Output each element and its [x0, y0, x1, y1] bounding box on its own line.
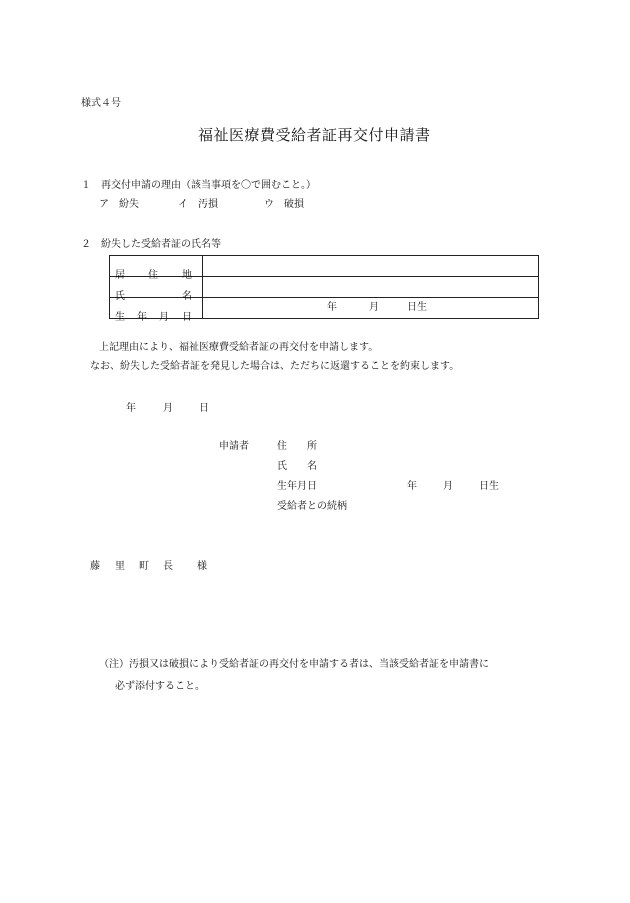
- dob-label-char: 生: [115, 312, 125, 323]
- dob-label-char: 月: [159, 312, 169, 323]
- dob-label: [110, 298, 203, 323]
- address-label-char: 地: [182, 270, 192, 281]
- name-label-char: 名: [182, 291, 192, 302]
- addressee-honorific: 様: [197, 561, 207, 572]
- dob-year-suffix: 年: [327, 302, 337, 313]
- form-number: 様式４号: [81, 98, 121, 109]
- reason-option-damaged[interactable]: ウ 破損: [264, 199, 304, 210]
- reason-option-lost[interactable]: ア 紛失: [99, 199, 139, 210]
- addressee-char: 町: [139, 561, 149, 572]
- address-label-char: 居: [115, 270, 125, 281]
- dob-label-char: 年: [137, 312, 147, 323]
- addressee-char: 里: [115, 561, 125, 572]
- dob-value-field[interactable]: [203, 298, 539, 319]
- applicant-label: 申請者: [219, 441, 249, 452]
- section2-heading: ２ 紛失した受給者証の氏名等: [81, 239, 221, 250]
- address-label-char: 住: [148, 270, 158, 281]
- section1-heading: １ 再交付申請の理由（該当事項を〇で囲むこと。）: [81, 180, 316, 191]
- table-row: [110, 256, 539, 277]
- name-value-field[interactable]: [203, 277, 539, 298]
- address-value-field[interactable]: [203, 256, 539, 277]
- addressee-char: 長: [163, 561, 173, 572]
- table-row: [110, 298, 539, 319]
- name-label: [110, 277, 203, 302]
- date-day-label: 日: [199, 403, 209, 414]
- applicant-address-label: 住 所: [277, 441, 317, 452]
- note-line1: （注）汚損又は破損により受給者証の再交付を申請する者は、当該受給者証を申請書に: [99, 659, 489, 670]
- applicant-dob-label: 生年月日: [277, 481, 317, 492]
- statement-line2: なお、紛失した受給者証を発見した場合は、ただちに返還することを約束します。: [90, 361, 460, 372]
- dob-day-suffix: 日生: [407, 302, 427, 313]
- date-month-label: 月: [163, 403, 173, 414]
- applicant-name-label: 氏 名: [277, 461, 317, 472]
- dob-label-char: 日: [182, 312, 192, 323]
- dob-month-suffix: 月: [369, 302, 379, 313]
- applicant-dob-month: 月: [443, 481, 453, 492]
- page-title: 福祉医療費受給者証再交付申請書: [198, 126, 431, 144]
- applicant-dob-year: 年: [407, 481, 417, 492]
- addressee-char: 藤: [90, 561, 100, 572]
- statement-line1: 上記理由により、福祉医療費受給者証の再交付を申請します。: [99, 342, 379, 353]
- reason-option-soiled[interactable]: イ 汚損: [178, 199, 218, 210]
- name-label-char: 氏: [115, 291, 125, 302]
- address-label: [110, 256, 203, 281]
- applicant-relation-label: 受給者との続柄: [277, 501, 347, 512]
- applicant-dob-day: 日生: [479, 481, 499, 492]
- date-year-label: 年: [126, 403, 136, 414]
- table-row: [110, 277, 539, 298]
- lost-card-info-table: [109, 255, 539, 323]
- note-line2: 必ず添付すること。: [115, 681, 205, 692]
